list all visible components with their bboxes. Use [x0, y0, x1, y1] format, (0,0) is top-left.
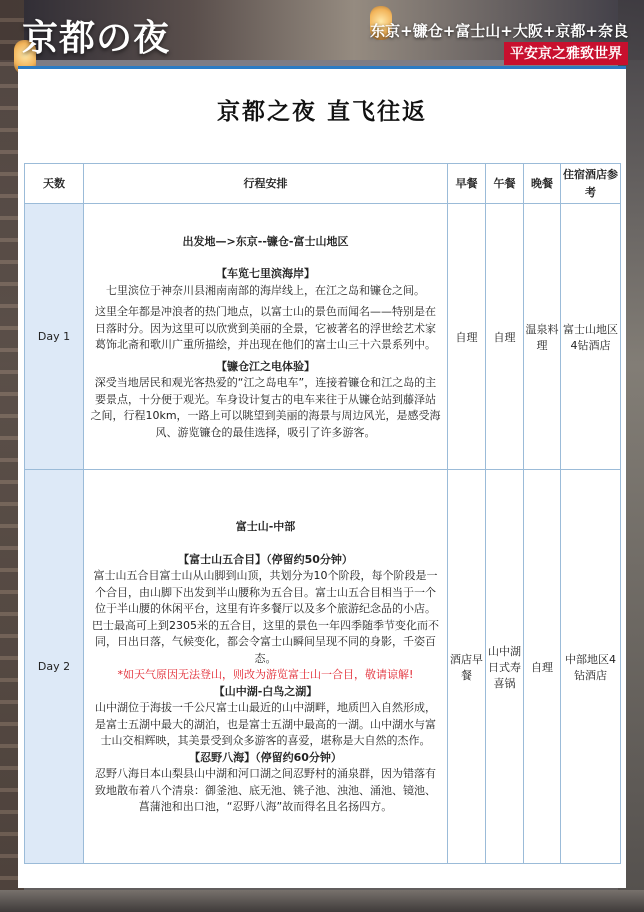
header-breakfast: 早餐: [448, 164, 486, 204]
header-hotel: 住宿酒店参考: [561, 164, 621, 204]
subtitle-badge: 平安京之雅致世界: [504, 42, 628, 65]
header-day: 天数: [25, 164, 84, 204]
page-title: 京都之夜 直飞往返: [216, 99, 427, 125]
day-label: Day 1: [25, 204, 84, 470]
background-ground: [0, 890, 644, 912]
header-plan: 行程安排: [84, 164, 448, 204]
plan-cell: [84, 470, 448, 864]
weather-warning: *如天气原因无法登山，则改为游览富士山一合目，敬请谅解!: [117, 668, 414, 682]
section-text: 富士山五合目富士山从山脚到山顶，共划分为10个阶段，每个阶段是一个合目，由山脚下出发到半山腰称为五合目。富士山五合目相当于一个位于半山腰的休闲平台，这里有许多餐厅以及多个旅游纪念品的小店。巴士最高可上到2305米的五合目，这里的景色一年四季随季节变化而不同，日出日落，气候变化，都会令富士山瞬间呈现不同的身影，千姿百态。: [92, 569, 439, 665]
day-label: Day 2: [25, 470, 84, 864]
itinerary-card: [18, 66, 626, 888]
section-title: 【车览七里滨海岸】: [216, 267, 315, 281]
section-text: 七里滨位于神奈川县湘南南部的海岸线上，在江之岛和镰仓之间。: [106, 283, 425, 297]
route-heading: 富士山-中部: [235, 520, 296, 534]
route-heading: 出发地—>东京--镰仓-富士山地区: [182, 234, 349, 248]
table-row-day2: [25, 470, 621, 864]
hotel-cell: 富士山地区4钻酒店: [561, 204, 621, 470]
route-title: 东京+镰仓+富士山+大阪+京都+奈良: [370, 22, 628, 40]
lunch-cell: 自理: [486, 204, 524, 470]
section-title: 【镰仓江之电体验】: [216, 359, 315, 373]
lunch-cell: 山中湖日式寿喜锅: [486, 470, 524, 864]
breakfast-cell: 自理: [448, 204, 486, 470]
table-header-row: [25, 164, 621, 204]
dinner-cell: 温泉料理: [524, 204, 561, 470]
section-text: 这里全年都是冲浪者的热门地点，以富士山的景色而闻名——特别是在日落时分。因为这里可以欣赏到美丽的全景，它被著名的浮世绘艺术家葛饰北斋和歌川广重所描绘，并出现在他们的富士山三十六景系列中。: [95, 305, 436, 352]
section-title: 【山中湖-白鸟之湖】: [213, 684, 318, 698]
table-row-day1: [25, 204, 621, 470]
header-dinner: 晚餐: [524, 164, 561, 204]
header-lunch: 午餐: [486, 164, 524, 204]
itinerary-table: [24, 163, 621, 864]
section-title: 【富士山五合目】（停留约50分钟）: [178, 552, 353, 566]
logo: 京都の夜: [22, 17, 171, 59]
dinner-cell: 自理: [524, 470, 561, 864]
section-text: 深受当地居民和观光客热爱的“江之岛电车”，连接着镰仓和江之岛的主要景点，十分便于观光。车身设计复古的电车来往于从镰仓站到藤泽站之间，行程10km，一路上可以眺望到美丽的海景与周边风光，是感受海风、游览镰仓的最佳选择，吸引了许多游客。: [90, 376, 441, 439]
hotel-cell: 中部地区4钻酒店: [561, 470, 621, 864]
plan-cell: [84, 204, 448, 470]
section-text: 山中湖位于海拔一千公尺富士山最近的山中湖畔，地质凹入自然形成，是富士五湖中最大的湖泊，也是富士五湖中最高的一湖。山中湖水与富士山交相辉映，其美景受到众多游客的喜爱，堪称是大自然的杰作。: [95, 701, 436, 748]
section-title: 【忍野八海】（停留约60分钟）: [189, 750, 342, 764]
section-text: 忍野八海日本山梨县山中湖和河口湖之间忍野村的涌泉群，因为错落有致地散布着八个清泉：御釜池、底无池、铫子池、浊池、涌池、镜池、菖蒲池和出口池，“忍野八海”故而得名且名扬四方。: [95, 767, 436, 814]
breakfast-cell: 酒店早餐: [448, 470, 486, 864]
